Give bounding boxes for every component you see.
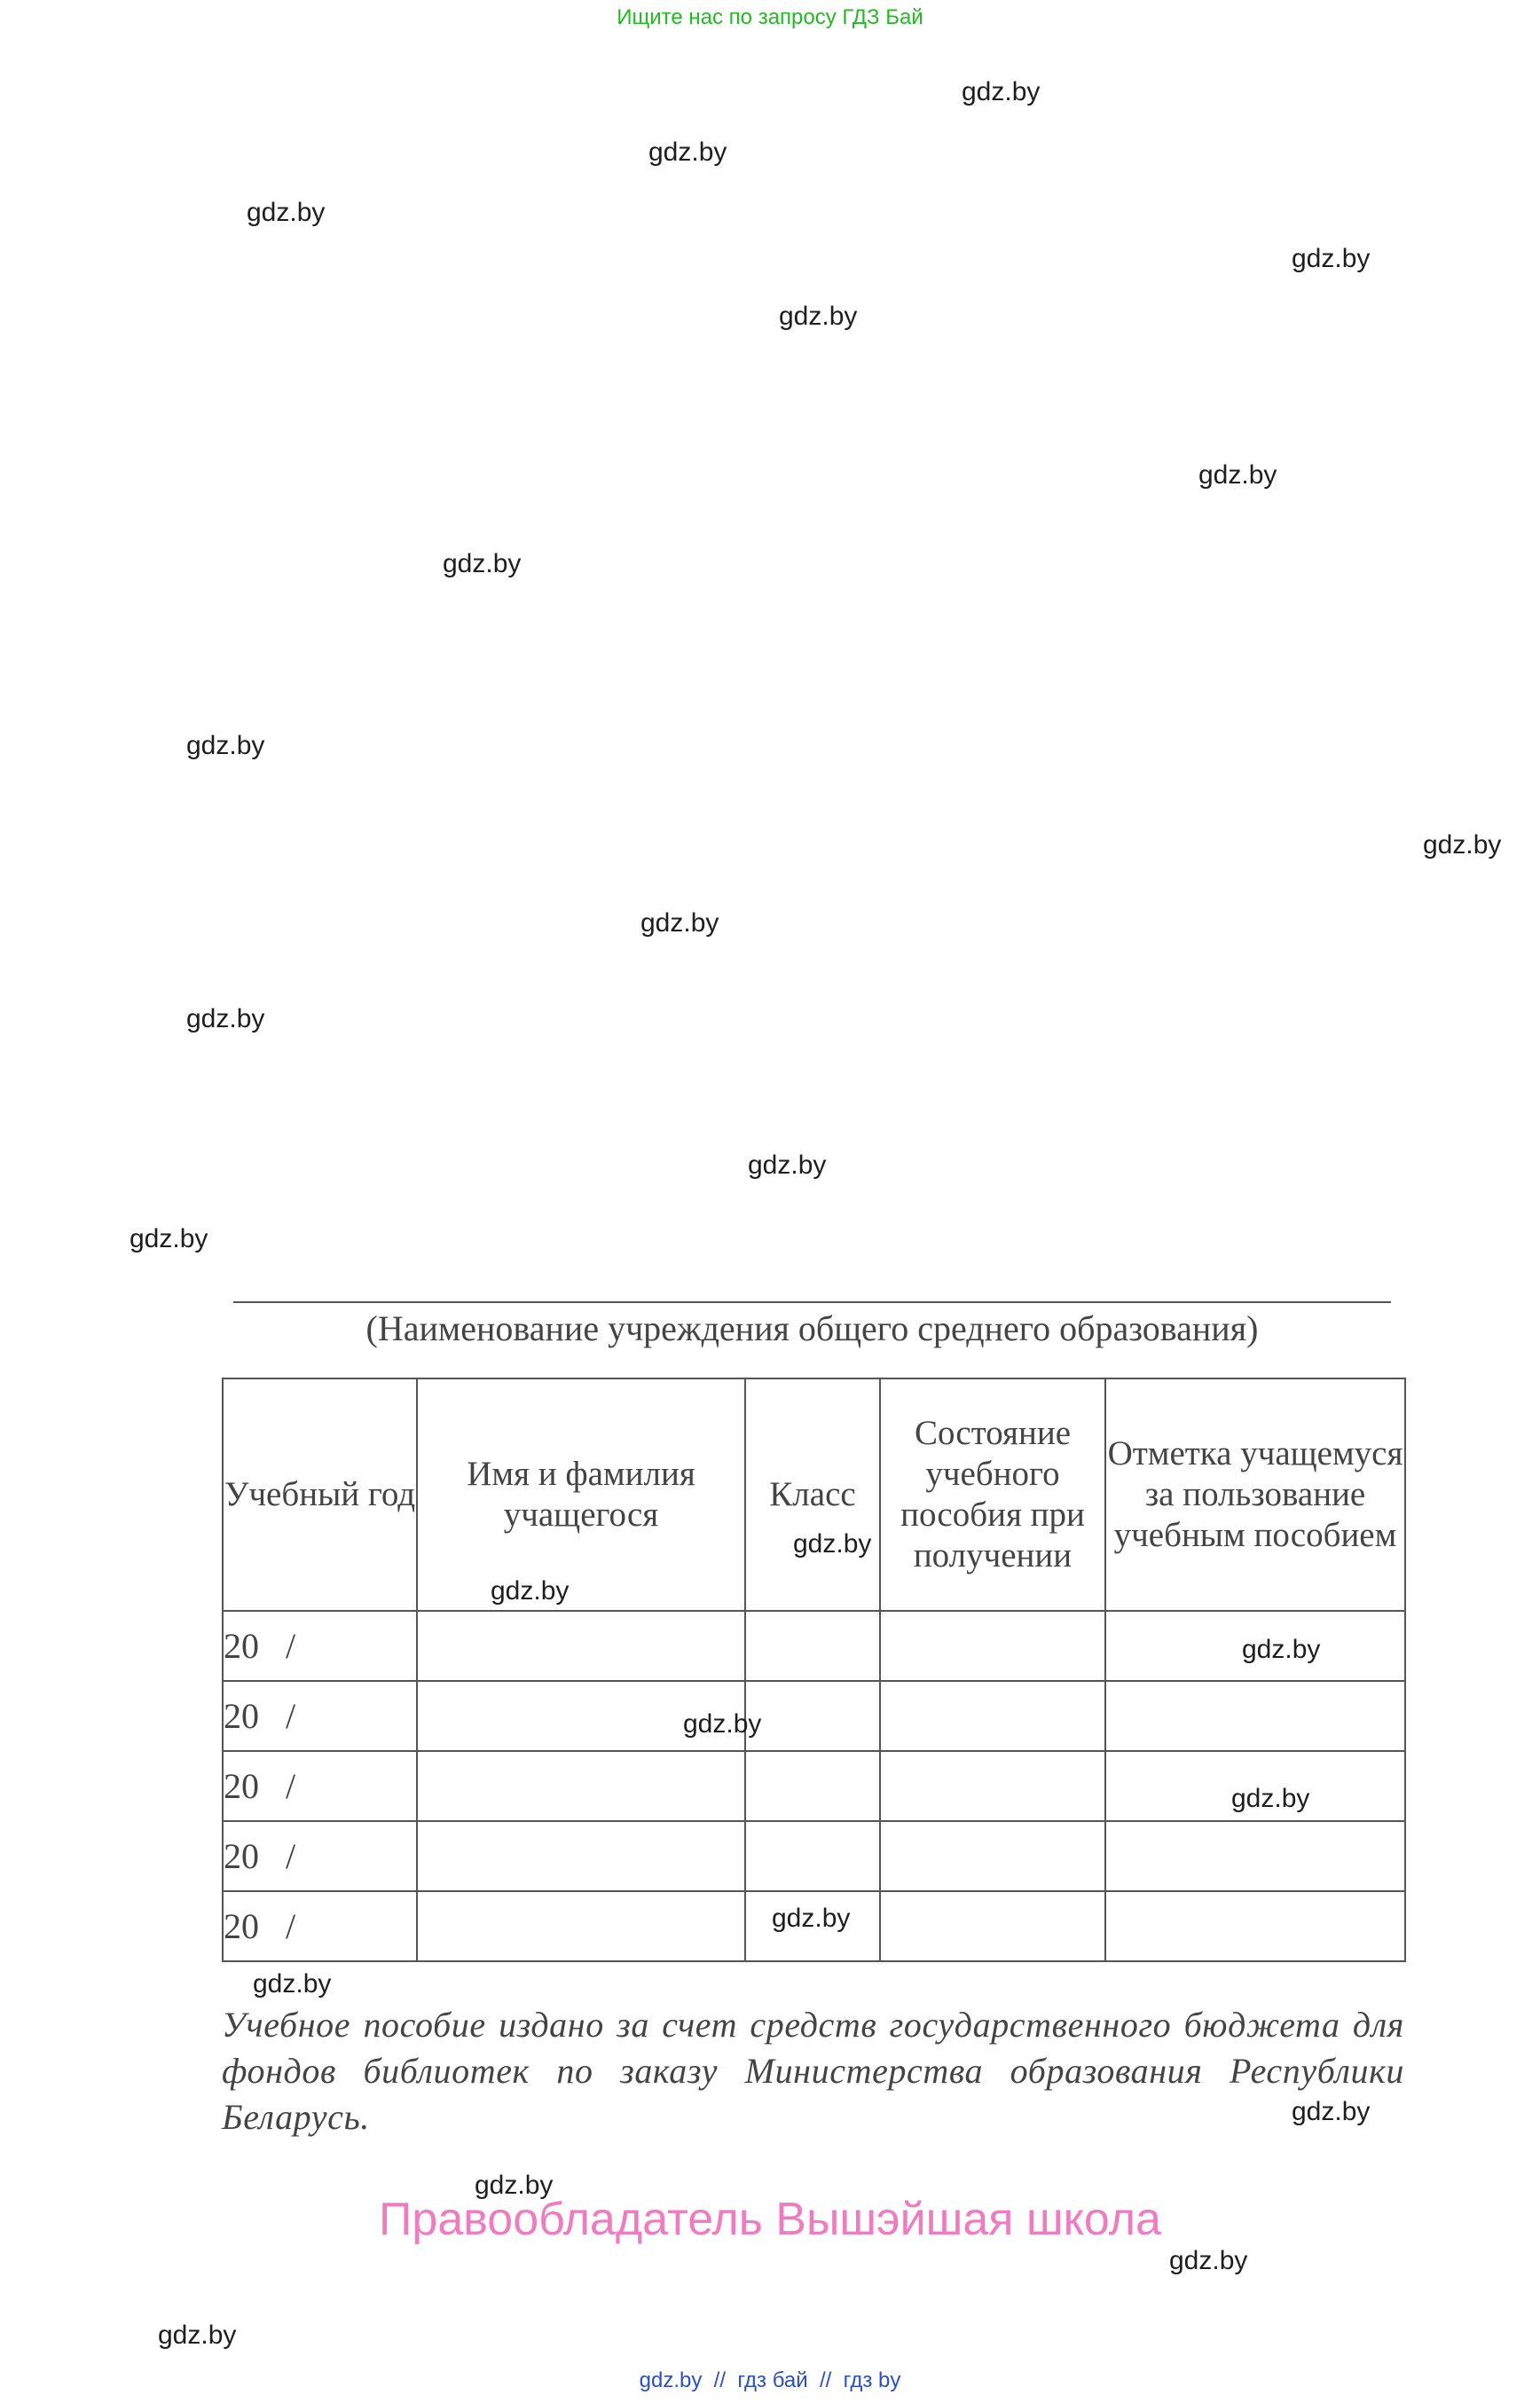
watermark: gdz.by: [648, 137, 727, 167]
table-row: [223, 1681, 1405, 1751]
name-cell: [417, 1821, 745, 1891]
watermark: gdz.by: [1242, 1635, 1321, 1664]
watermark: gdz.by: [1292, 2097, 1371, 2126]
condition-cell: [880, 1681, 1105, 1751]
watermark: gdz.by: [1423, 830, 1502, 860]
year-cell: 20 /: [223, 1681, 417, 1751]
condition-cell: [880, 1611, 1105, 1681]
watermark: gdz.by: [247, 198, 326, 227]
header-usage-mark: Отметка учащемуся за пользование учебным пособием: [1105, 1378, 1405, 1611]
top-banner: Ищите нас по запросу ГДЗ Бай: [617, 5, 923, 29]
table-row: [223, 1611, 1405, 1681]
watermark: gdz.by: [443, 549, 522, 578]
watermark: gdz.by: [158, 2321, 237, 2350]
textbook-registry-table: [222, 1378, 1406, 1962]
watermark: gdz.by: [1198, 460, 1277, 490]
footer-links: gdz.by // гдз бай // гдз by: [639, 2368, 901, 2392]
condition-cell: [880, 1821, 1105, 1891]
watermark: gdz.by: [779, 302, 858, 331]
watermark: gdz.by: [186, 1004, 265, 1033]
institution-rule: [233, 1301, 1391, 1303]
mark-cell: [1105, 1891, 1405, 1961]
watermark: gdz.by: [640, 908, 719, 938]
grade-cell: [745, 1821, 880, 1891]
header-condition-on-receipt: Состояние учебного пособия при получении: [880, 1378, 1105, 1611]
condition-cell: [880, 1751, 1105, 1821]
watermark: gdz.by: [253, 1969, 332, 1999]
watermark: gdz.by: [130, 1224, 208, 1253]
year-cell: 20 /: [223, 1821, 417, 1891]
watermark: gdz.by: [1169, 2246, 1248, 2275]
watermark: gdz.by: [1231, 1784, 1310, 1813]
name-cell: [417, 1611, 745, 1681]
grade-cell: [745, 1681, 880, 1751]
watermark: gdz.by: [683, 1709, 762, 1739]
grade-cell: [745, 1611, 880, 1681]
header-school-year: Учебный год: [223, 1378, 417, 1611]
condition-cell: [880, 1891, 1105, 1961]
header-grade: Класс: [745, 1378, 880, 1611]
watermark: gdz.by: [772, 1904, 851, 1933]
table-row: [223, 1751, 1405, 1821]
grade-cell: [745, 1751, 880, 1821]
watermark: gdz.by: [186, 731, 265, 760]
mark-cell: [1105, 1821, 1405, 1891]
watermark: gdz.by: [491, 1576, 570, 1606]
watermark: gdz.by: [748, 1150, 827, 1180]
watermark: gdz.by: [793, 1529, 872, 1559]
name-cell: [417, 1891, 745, 1961]
year-cell: 20 /: [223, 1611, 417, 1681]
watermark: gdz.by: [1292, 244, 1371, 273]
funding-notice: Учебное пособие издано за счет средств государственного бюджета для фондов библиотек по заказу Министерства образования Республики Беларусь.: [222, 2005, 1404, 2137]
header-student-name: Имя и фамилия учащегося: [417, 1378, 745, 1611]
watermark: gdz.by: [475, 2171, 554, 2200]
table-row: [223, 1821, 1405, 1891]
year-cell: 20 /: [223, 1751, 417, 1821]
rights-holder-notice: Правообладатель Вышэйшая школа: [379, 2194, 1161, 2245]
table-header-row: [223, 1378, 1405, 1611]
watermark: gdz.by: [962, 77, 1041, 106]
year-cell: 20 /: [223, 1891, 417, 1961]
institution-caption: (Наименование учреждения общего среднего образования): [365, 1308, 1259, 1348]
name-cell: [417, 1751, 745, 1821]
mark-cell: [1105, 1681, 1405, 1751]
